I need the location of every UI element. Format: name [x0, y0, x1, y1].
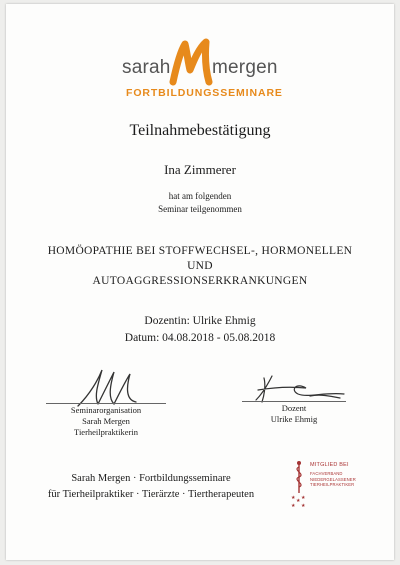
svg-text:★: ★	[291, 504, 296, 509]
footer-line-1: Sarah Mergen · Fortbildungsseminare	[71, 473, 231, 484]
signature-name: Ulrike Ehmig	[270, 414, 318, 424]
membership-org-line: TIERHEILPRAKTIKER	[310, 482, 355, 487]
membership-label: MITGLIED BEI	[310, 462, 349, 468]
logo-name-right: mergen	[212, 57, 278, 78]
signature-line-left	[46, 403, 166, 404]
intro-line-2: Seminar teilgenommen	[158, 204, 242, 214]
participant-name: Ina Zimmerer	[164, 162, 236, 177]
logo-name-left: sarah	[122, 57, 171, 78]
logo-subtitle: FORTBILDUNGSSEMINARE	[126, 87, 283, 99]
signature-line-right	[242, 401, 346, 402]
certificate-title: Teilnahmebestätigung	[129, 122, 271, 139]
membership-org	[310, 471, 356, 488]
lecturer-line: Dozentin: Ulrike Ehmig	[144, 315, 256, 327]
signature-role: Seminarorganisation	[70, 405, 142, 415]
seminar-topic-line: AUTOAGGRESSIONSERKRANKUNGEN	[92, 275, 308, 287]
footer-line-2: für Tierheilpraktiker · Tierärzte · Tiertherapeuten	[47, 489, 255, 500]
signature-name: Sarah Mergen	[82, 416, 130, 426]
svg-text:★: ★	[301, 504, 306, 509]
caduceus-stars-icon	[288, 459, 310, 509]
signature-block-left	[46, 405, 166, 438]
membership-org-line: NIEDERGELASSENER	[310, 476, 356, 482]
certificate-page	[6, 4, 394, 560]
membership-badge	[288, 459, 368, 511]
svg-text:★: ★	[291, 496, 296, 501]
seminar-topic-line: HOMÖOPATHIE BEI STOFFWECHSEL-, HORMONELLEN	[47, 245, 353, 257]
logo-m-icon	[168, 38, 216, 86]
signature-role: Dozent	[281, 403, 307, 413]
svg-text:★: ★	[296, 499, 301, 504]
date-line: Datum: 04.08.2018 - 05.08.2018	[124, 332, 276, 344]
membership-org-line: FACHVERBAND	[310, 471, 343, 476]
intro-line-1: hat am folgenden	[168, 191, 232, 201]
company-logo	[106, 38, 296, 108]
seminar-topic-line: UND	[187, 260, 213, 272]
signature-block-right	[242, 403, 346, 425]
signature-title: Tierheilpraktikerin	[74, 427, 138, 437]
svg-text:★: ★	[301, 496, 306, 501]
